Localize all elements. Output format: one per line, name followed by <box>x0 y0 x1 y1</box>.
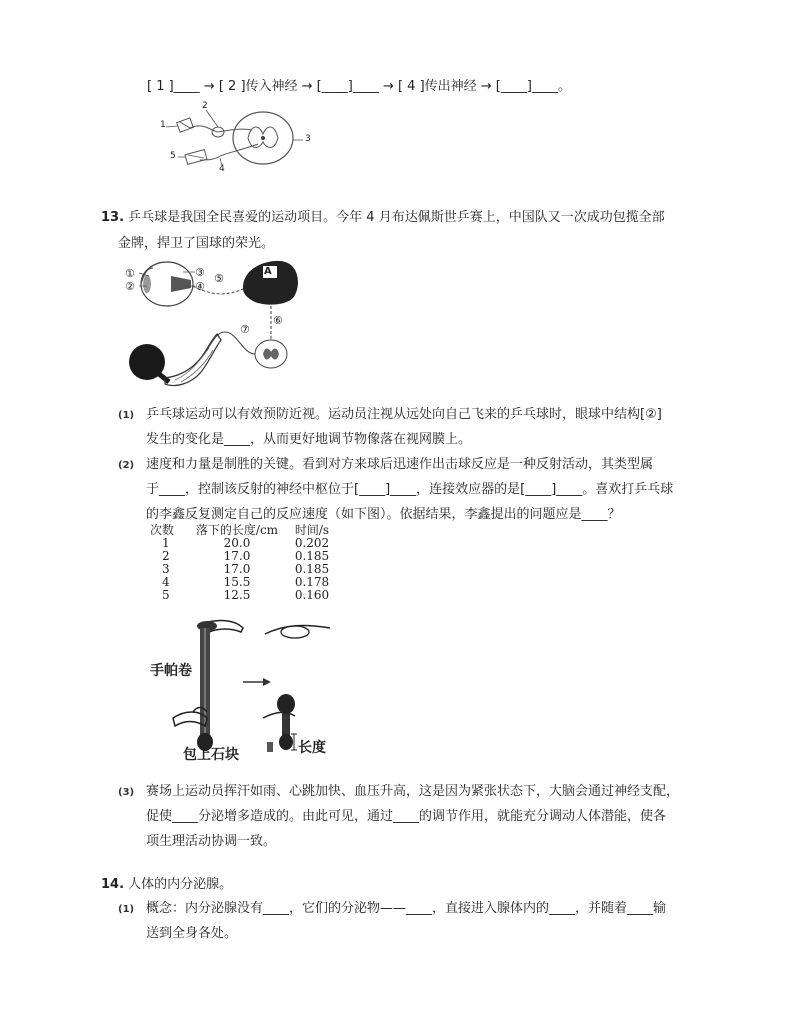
q14-sub1-number: (1) <box>118 904 135 915</box>
table-cell: 0.185 <box>294 562 330 576</box>
table-cell: 3 <box>162 562 170 576</box>
fig-label-5: ⑤ <box>214 272 224 285</box>
diagram-label-4: 4 <box>219 164 225 174</box>
q13-sub1-number: (1) <box>118 410 135 421</box>
table-cell: 15.5 <box>223 575 251 589</box>
q13-stem-text1: 乒乓球是我国全民喜爱的运动项目。今年 4 月布达佩斯世乒赛上，中国队又一次成功包揽全部 <box>128 210 665 225</box>
q13-sub2-line1: 速度和力量是制胜的关键。看到对方来球后迅速作出击球反应是一种反射活动，其类型属 <box>146 457 654 472</box>
fig-label-6: ⑥ <box>273 314 283 327</box>
q13-sub3-line2: 促使____分泌增多造成的。由此可见，通过____的调节作用，就能充分调动人体潜能，使各 <box>146 809 667 824</box>
q13-sub1-line2: 发生的变化是____，从而更好地调节物像落在视网膜上。 <box>146 432 472 447</box>
q14-stem-text: 人体的内分泌腺。 <box>128 877 233 892</box>
table-cell: 0.160 <box>294 588 330 602</box>
fig-label-2: ② <box>125 280 135 293</box>
table-cell: 12.5 <box>223 588 251 602</box>
q13-sub3-line3: 项生理活动协调一致。 <box>146 834 277 849</box>
table-header: 次数 <box>150 523 175 537</box>
q13-sub2-line2: 于____，控制该反射的神经中枢位于[____]____，连接效应器的是[____]____。喜欢打乒乓球 <box>146 482 674 497</box>
table-cell: 17.0 <box>223 549 251 563</box>
table-cell: 5 <box>162 588 170 602</box>
reflex-chain-line: [ 1 ]____ → [ 2 ]传入神经 → [____]____ → [ 4 ]传出神经 → [____]____。 <box>147 79 571 94</box>
table-cell: 2 <box>162 549 170 563</box>
fig-label-a: A <box>264 266 272 277</box>
q14-stem <box>101 876 232 894</box>
table-cell: 4 <box>162 575 170 589</box>
photo-label-length: 长度 <box>298 740 326 756</box>
q13-number: 13. <box>101 210 125 225</box>
q13-sub1-line1: 乒乓球运动可以有效预防近视。运动员注视从远处向自己飞来的乒乓球时，眼球中结构[②] <box>146 407 662 422</box>
diagram-label-1: 1 <box>160 120 166 130</box>
fig-label-4: ④ <box>195 280 205 293</box>
fig-label-3: ③ <box>195 266 205 279</box>
q13-sub2-number: (2) <box>118 460 135 471</box>
reaction-table <box>150 524 342 602</box>
q13-stem-line2: 金牌，捍卫了国球的荣光。 <box>118 236 275 251</box>
q13-sub2-line3: 的李鑫反复测定自己的反应速度（如下图）。依据结果，李鑫提出的问题应是____？ <box>146 507 621 522</box>
table-cell: 1 <box>162 536 170 550</box>
q13-sub3-number: (3) <box>118 787 135 798</box>
table-row <box>150 589 342 602</box>
table-header: 时间/s <box>294 523 330 537</box>
q14-sub1-line2: 送到全身各处。 <box>146 926 238 941</box>
table-cell: 17.0 <box>223 562 251 576</box>
diagram-label-5: 5 <box>170 151 176 161</box>
photo-label-stone: 包上石块 <box>183 747 239 763</box>
q13-stem-line1 <box>101 209 665 227</box>
fig-label-7: ⑦ <box>240 323 250 336</box>
reflex-arc-diagram <box>160 100 320 170</box>
q14-sub1-line1: 概念：内分泌腺没有____，它们的分泌物——____，直接进入腺体内的____，并随着____输 <box>146 901 667 916</box>
q13-sub3-line1: 赛场上运动员挥汗如雨、心跳加快、血压升高，这是因为紧张状态下，大脑会通过神经支配， <box>146 784 680 799</box>
table-cell: 0.202 <box>294 536 330 550</box>
q14-number: 14. <box>101 877 125 892</box>
fig-label-1: ① <box>125 267 135 280</box>
table-cell: 0.178 <box>294 575 330 589</box>
photo-label-roll: 手帕卷 <box>150 663 192 679</box>
table-cell: 20.0 <box>223 536 251 550</box>
diagram-label-2: 2 <box>202 101 208 111</box>
table-cell: 0.185 <box>294 549 330 563</box>
diagram-label-3: 3 <box>305 134 311 144</box>
table-header: 落下的长度/cm <box>195 523 279 537</box>
